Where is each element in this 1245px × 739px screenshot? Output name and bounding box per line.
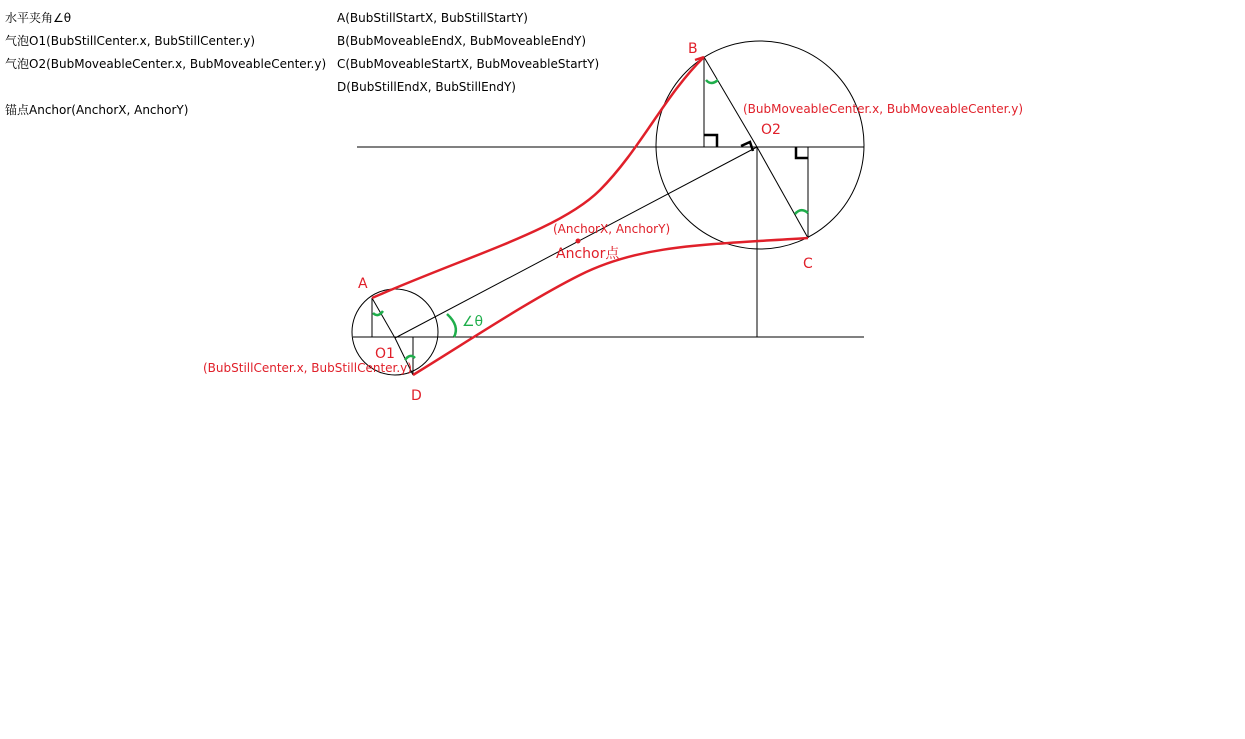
legend-o2: 气泡O2(BubMoveableCenter.x, BubMoveableCenter.y) (5, 57, 327, 71)
label-point-d: D (411, 388, 422, 404)
label-point-c: C (803, 256, 813, 272)
label-o2-coordinates: (BubMoveableCenter.x, BubMoveableCenter.y) (743, 102, 1024, 116)
label-o1-coordinates: (BubStillCenter.x, BubStillCenter.y) (203, 361, 412, 375)
label-o1: O1 (375, 346, 395, 362)
legend-point-c: C(BubMoveableStartX, BubMoveableStartY) (337, 57, 600, 71)
right-angle-marker-c (796, 147, 808, 158)
label-anchor-coordinates: (AnchorX, AnchorY) (553, 222, 671, 236)
label-o2: O2 (761, 122, 781, 138)
label-point-b: B (688, 41, 698, 57)
legend-anchor: 锚点Anchor(AnchorX, AnchorY) (5, 103, 189, 117)
curve-a-b (372, 57, 704, 298)
label-theta: ∠θ (462, 314, 484, 330)
legend-o1: 气泡O1(BubStillCenter.x, BubStillCenter.y) (5, 34, 256, 48)
label-point-a: A (358, 276, 368, 292)
angle-arc-theta (447, 314, 456, 337)
legend-point-a: A(BubStillStartX, BubStillStartY) (337, 11, 528, 25)
label-anchor-name: Anchor点 (556, 246, 620, 262)
anchor-point (576, 239, 581, 244)
angle-arc-b (706, 80, 718, 83)
legend-point-b: B(BubMoveableEndX, BubMoveableEndY) (337, 34, 587, 48)
radius-o2-c (757, 147, 808, 238)
angle-arc-a (373, 311, 383, 315)
right-angle-marker-b (704, 135, 717, 147)
angle-arc-c (795, 210, 808, 214)
legend-point-d: D(BubStillEndX, BubStillEndY) (337, 80, 516, 94)
radius-o1-a (372, 298, 395, 338)
legend-theta: 水平夹角∠θ (5, 11, 72, 25)
bubble-o2-circle (656, 41, 864, 249)
